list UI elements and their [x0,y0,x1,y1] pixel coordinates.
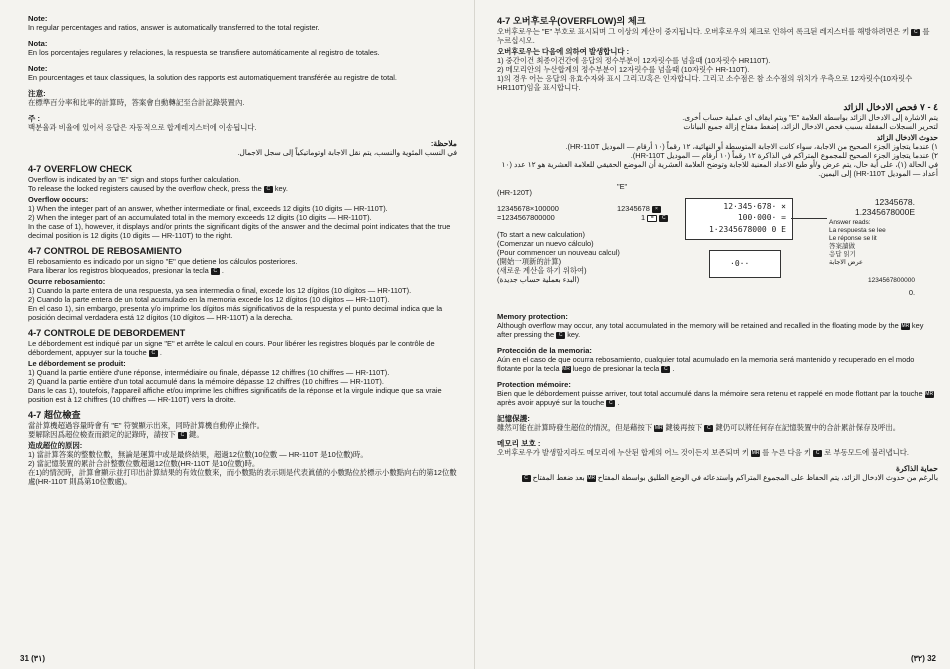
section-sub: Ocurre rebosamiento: [28,277,106,286]
memory-block [497,414,938,432]
clear-key-icon: C [606,400,615,407]
right-page [475,0,950,669]
tape-reads-line: Le réponse se lit [829,235,877,242]
memory-block [497,380,938,407]
overflow-section [28,328,457,404]
tape-result: 1.2345678000E [854,207,915,217]
lcd-line-1: 12·345·678· × [723,202,786,211]
tape-reads [829,219,886,267]
lcd-line-2: 100·000· = [737,213,786,222]
multiply-key-icon: × [652,206,661,213]
section-outro: In the case of 1), however, it displays and/or prints the significant digits of the answer and the decimal point indicates that the true decimal position is 12 digits (10 digits — HR-110T) to the right. [28,222,451,240]
memory-label: Protection mémoire: [497,380,571,389]
note-text: En pourcentages et taux classiques, la solution des rapports est automatiquement transférée au registre de total. [28,73,397,82]
arrow-line [791,218,827,219]
mr-key-icon: MR [654,424,663,431]
mr-key-icon: MR [901,322,910,329]
memory-block [497,312,938,339]
lcd-line-3: 1·2345678000 0 E [708,225,786,234]
clear-key-icon: C [211,268,220,275]
memory-label: Memory protection: [497,312,568,321]
memory-label: Protección de la memoria: [497,346,592,355]
section-intro: 當計算機超過容量時會有 "E" 符號顯示出來，同時計算機自動停止操作。 要解除因爲超位檢查而鎖定的記錄時，請按下 C 鍵。 [28,421,265,439]
clear-key-icon: C [264,186,273,193]
arabic-line: يتم الاشارة إلى الادخال الزائد بواسطة العلامة "E" ويتم ايقاف اي عملية حساب أخرى. [682,113,938,122]
note-block [28,14,457,32]
figure-model: (HR-120T) [497,188,532,197]
overflow-section [28,246,457,322]
clear-key-icon: C [813,450,822,457]
mr-key-icon: MR [751,449,760,456]
new-calc-line: (開始一項新的計算) [497,257,562,266]
section-outro: 在1)的情況時，計算會顯示並打印出計算結果的有效位數來，而小數點的表示則是代表眞値的小數點位於標示小數點向右的第12位數處(HR-110T 則爲第10位數處)。 [28,468,457,486]
memory-block [497,439,938,457]
section-heading: 4-7 OVERFLOW CHECK [28,164,133,174]
section-item: 2) Cuando la parte entera de un total acumulado en la memoria excede los 12 dígitos (10 dígitos — HR-110T). [28,295,390,304]
korean-item: 2) 메모리안의 누산합계의 정수부분이 12자릿수를 넘을때 (10자릿수 HR-110T). [497,65,750,74]
note-text: 백분율과 비율에 있어서 응답은 자동적으로 합계레지스터에 이송됩니다. [28,123,257,132]
tape-reads-line: Answer reads: [829,219,871,226]
section-item: 2) Quand la partie entière d'un total accumulé dans la mémoire dépasse 12 chiffres (10 chiffres — HR-110T). [28,377,384,386]
memory-text: 오버후로우가 발생할지라도 메모리에 누산된 합계의 어느 것이든지 보존되며 키 MR 를 누른 다음 키 C 로 부동모드에 불러냅니다. [497,448,909,457]
memory-text: Aún en el caso de que ocurra rebosamiento, cualquier total acumulado en la memoria será mantenido y recuperado en el modo flotante por la tecla MR luego de presionar la tecla C . [497,355,915,373]
clear-key-icon: C [149,350,158,357]
clear-key-icon: C [556,332,565,339]
clear-key-icon: C [178,432,187,439]
note-block [28,64,457,82]
tape-top: 12345678. [874,197,915,207]
figure-entry-2: =1234567800000 [497,213,555,222]
section-heading: 4-7 CONTROL DE REBOSAMIENTO [28,246,182,256]
figure-e-mark: "E" [617,182,628,191]
clear-key-icon: C [704,425,713,432]
section-item: 1) 當計算答案的整數位數，無論是運算中或是最終結果，超過12位數(10位數 — HR-110T 是10位數)時。 [28,450,368,459]
example-figure [497,184,917,302]
section-item: 1) Cuando la parte entera de una respuesta, ya sea intermedia o final, excede los 12 dígitos (10 dígitos — HR-110T). [28,286,412,295]
figure-display-2: 1 = C [641,213,668,222]
section-intro: Le débordement est indiqué par un signe "E" et arrête le calcul en cours. Pour libérer les registres bloqués par le contrôle de débordement, appuyer sur la touche C . [28,339,435,357]
arabic-line: ٢) عندما يتجاوز الجزء الصحيح للمجموع المتراكم في الذاكرة ١٢ رقماً (١٠ أرقام — الموديل HR-110T). [630,151,938,160]
section-item: 1) Quand la partie entière d'une réponse, intermédiaire ou finale, dépasse 12 chiffres (10 chiffres — HR-110T). [28,368,390,377]
lcd-display-top [685,198,793,240]
note-label: 注意: [28,89,46,98]
mr-key-icon: MR [562,365,570,372]
section-item: 1) When the integer part of an answer, whether intermediate or final, exceeds 12 digits (10 digits — HR-110T). [28,204,388,213]
new-calc-line: (Comenzar un nuevo cálculo) [497,239,594,248]
lcd-display-bottom [709,250,781,278]
arabic-heading: ٤ - ٧ فحص الادخال الزائد [843,102,938,112]
korean-outro: 1)의 경우 어는 응답의 유효수자와 표시 그리고/혹은 인자합니다. 그리고 소수점은 참 소수점의 위치가 우측으로 12자릿수(10자릿수 HR110T)임을 표시합니다. [497,74,913,92]
section-sub: 造成超位的原因: [28,441,83,450]
tape-reads-line: 答案讀做 [829,243,855,250]
page-number-left: 31 (٣١) [20,654,46,663]
arabic-line: في الحالة (١)، على أية حال، يتم عرض و/أو طبع الاعداد المعنية للاجابة وتوضح العلامة العشرية أن الموضع الحقيقي للعلامة العشرية هو ١٢ عدد (١٠ أعداد — الموديل HR-110T) إلى اليمين. [501,160,938,178]
tape-zero: 0. [908,288,915,297]
clear-key-icon: C [522,475,531,482]
note-text: 在標準百分率和比率的計算時，答案會自動轉記至合計記錄裝置內. [28,98,245,107]
note-text: En los porcentajes regulares y relaciones, la respuesta se transfiere automáticamente al registro de totales. [28,48,380,57]
korean-sub: 오버후로우는 다음에 의하여 발생합니다 : [497,47,630,56]
new-calc-notes [497,230,620,284]
section-sub: Overflow occurs: [28,195,89,204]
arabic-line: لتحرير السجلات المقفلة بسبب فحص الادخال الزائد، إضغط مفتاح إزالة جميع البيانات [683,122,938,131]
overflow-section [28,410,457,486]
note-text: In regular percentages and ratios, answer is automatically transferred to the total register. [28,23,320,32]
memory-block [497,464,938,482]
note-label: Note: [28,64,48,73]
page-number-right: (٣٢) 32 [910,654,936,663]
memory-block [497,346,938,373]
new-calc-line: (새로운 계산을 하기 위하여) [497,266,587,275]
tape-reads-line: 응답 읽기 [829,251,856,258]
section-intro: El rebosamiento es indicado por un signo "E" que detiene los cálculos posteriores. Para liberar los registros bloqueados, presionar la tecla C . [28,257,298,275]
overflow-section [28,164,457,240]
mr-key-icon: MR [587,474,596,481]
tape-reads-line: La respuesta se lee [829,227,886,234]
memory-protection-section [497,312,938,482]
arabic-lines [497,113,938,178]
memory-label: 記憶保護: [497,414,530,423]
notes-block [28,14,457,157]
note-block [28,139,457,157]
korean-item: 1) 중간이건 최종이건간에 응답의 정수부분이 12자릿수를 넘을때 (10자릿수 HR110T). [497,56,771,65]
tape-reads-line: عرض الاجابة [829,259,863,266]
note-label: Nota: [28,39,48,48]
note-block [28,114,457,132]
section-outro: En el caso 1), sin embargo, presenta y/o imprime los dígitos más significativos de la respuesta y el punto decimal indica que la posición decimal verdadera está 12 dígitos (10 dígitos — HR-110T) a la derecha. [28,304,443,322]
memory-text: Although overflow may occur, any total accumulated in the memory will be retained and recalled in the floating mode by the MR key after pressing the C key. [497,321,924,339]
note-label: Note: [28,14,48,23]
figure-display-1: 12345678 × [617,204,661,213]
section-sub: Le débordement se produit: [28,359,126,368]
note-label: ملاحظة: [430,139,457,148]
korean-intro: 오버후로우는 "E" 부호로 표시되며 그 이상의 계산이 중지됩니다. 오버후로우의 체크로 인하여 록크된 레지스터를 해방하려면은 키 C 를 누르십시오. [497,27,930,45]
memory-text: Bien que le débordement puisse arriver, tout total accumulé dans la mémoire sera retenu et rappelé en mode flottant par la touche MR après avoir appuyé sur la touche C . [497,389,934,407]
memory-text: بالرغم من حدوث الادخال الزائد، يتم الحفاظ على المجموع المتراكم واستدعائه في الوضع الطليق بواسطة المفتاح MR بعد ضغط المفتاح C [497,473,938,482]
memory-label: حماية الذاكرة [896,464,938,473]
memory-label: 메모리 보호 : [497,439,541,448]
note-text: في النسب المئوية والنسب، يتم نقل الاجابة اوتوماتيكياً إلى سجل الاجمال. [237,148,457,157]
clear-key-icon: C [659,215,668,222]
clear-key-icon: C [911,29,920,36]
section-outro: Dans le cas 1), toutefois, l'appareil affiche et/ou imprime les chiffres significatifs de la réponse et la virgule indique que sa vraie position est à 12 chiffres (10 chiffres — HR-110T) vers la droite. [28,386,442,404]
tape-bottom: 1234567800000 [868,277,915,284]
new-calc-line: (البدء بعملية حساب جديدة) [497,275,580,284]
section-heading: 4-7 超位檢查 [28,410,81,420]
section-item: 2) 當記憶裝置的累計合計整數位數超過12位數(HR-110T 是10位數)時。 [28,459,260,468]
note-block [28,89,457,107]
section-intro: Overflow is indicated by an "E" sign and stops further calculation. To release the locked registers caused by the overflow check, press the C key. [28,175,288,193]
arabic-section [497,102,938,178]
arabic-line: حدوث الادخال الزائد [876,133,938,142]
printed-tape [829,192,915,296]
section-heading: 4-7 CONTROLE DE DEBORDEMENT [28,328,186,338]
memory-text: 雖然可能在計算時發生超位的情況，但是藉按下 MR 鍵後再按下 C 鍵仍可以將任何存在記憶裝置中的合計累計保存及呼出。 [497,423,901,432]
figure-entry-1: 12345678×100000 [497,204,559,213]
section-item: 2) When the integer part of an accumulated total in the memory exceeds 12 digits (10 digits — HR-110T). [28,213,372,222]
equals-key-icon: = [647,215,657,222]
korean-section [497,16,938,92]
clear-key-icon: C [661,366,670,373]
new-calc-line: (To start a new calculation) [497,230,585,239]
korean-heading: 4-7 오버후로우(OVERFLOW)의 체크 [497,16,646,26]
arabic-line: ١) عندما يتجاوز الجزء الصحيح من الاجابة، سواء كانت الاجابة المتوسطة أو النهائية، ١٢ رقماً (١٠ أرقام — الموديل HR-110T). [565,142,938,151]
lcd-line-clear: ·0·· [730,259,750,268]
overflow-sections [28,164,457,486]
mr-key-icon: MR [925,390,934,397]
new-calc-line: (Pour commencer un nouveau calcul) [497,248,620,257]
note-block [28,39,457,57]
note-label: 주 : [28,114,40,123]
